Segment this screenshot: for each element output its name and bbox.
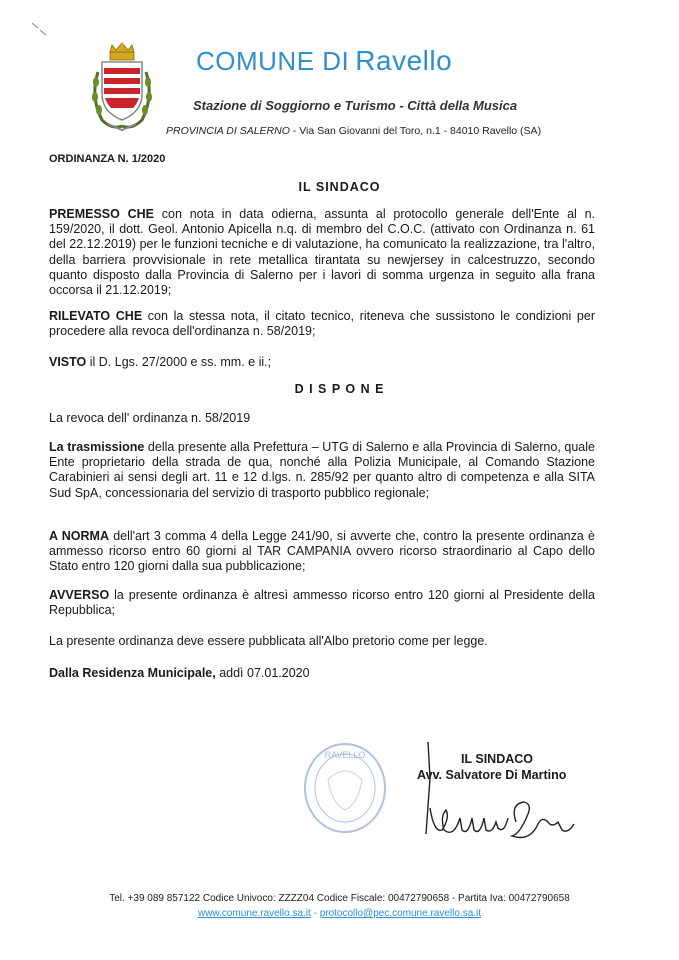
- header-subtitle: Stazione di Soggiorno e Turismo - Città della Musica: [193, 98, 518, 113]
- signature-name: Avv. Salvatore Di Martino: [417, 768, 567, 782]
- website-link[interactable]: www.comune.ravello.sa.it: [197, 908, 311, 919]
- revoca-paragraph: La revoca dell' ordinanza n. 58/2019: [49, 411, 251, 425]
- rilevato-lead: RILEVATO CHE: [49, 309, 143, 323]
- ordinance-number: ORDINANZA N. 1/2020: [49, 153, 166, 165]
- footer-contacts: Tel. +39 089 857122 Codice Univoco: ZZZZ04 Codice Fiscale: 00472790658 - Partita Iva: 00472790658: [109, 893, 570, 904]
- avverso-text: la presente ordinanza è altresì ammesso ricorso entro 120 giorni al Presidente della Repubblica;: [49, 588, 595, 618]
- visto-paragraph: [49, 355, 595, 370]
- handwritten-signature-icon: [420, 738, 580, 848]
- avverso-lead: AVVERSO: [49, 588, 110, 602]
- premesso-paragraph: [49, 207, 595, 298]
- rilevato-paragraph: [49, 309, 595, 339]
- residenza-lead: Dalla Residenza Municipale,: [49, 666, 216, 680]
- visto-text: il D. Lgs. 27/2000 e ss. mm. e ii.;: [86, 355, 272, 369]
- pubblicazione-paragraph: La presente ordinanza deve essere pubblicata all'Albo pretorio come per legge.: [49, 634, 488, 648]
- trasmissione-lead: La trasmissione: [49, 440, 145, 454]
- norma-lead: A NORMA: [49, 529, 109, 543]
- coat-of-arms-icon: [88, 42, 156, 134]
- trasmissione-paragraph: [49, 440, 595, 501]
- sindaco-heading: IL SINDACO: [298, 180, 381, 194]
- footer-separator: -: [310, 908, 320, 919]
- comune-label: COMUNE DI: [196, 46, 350, 76]
- comune-title: [196, 45, 452, 77]
- official-stamp-icon: [300, 740, 390, 836]
- norma-text: dell'art 3 comma 4 della Legge 241/90, si avverte che, contro la presente ordinanza è ammesso ricorso entro 60 giorni al TAR CAMPANIA ovvero ricorso straordinario al Capo dello Stato entro 120 giorni dalla sua pubblicazione;: [49, 529, 595, 574]
- header-address: [166, 125, 541, 137]
- pen-mark: [30, 20, 48, 38]
- province-label: PROVINCIA DI SALERNO: [166, 125, 290, 137]
- premesso-lead: PREMESSO CHE: [49, 207, 155, 221]
- avverso-paragraph: [49, 588, 595, 618]
- trasmissione-text: della presente alla Prefettura – UTG di Salerno e alla Provincia di Salerno, quale Ente proprietario della strada de qua, nonché alla Polizia Municipale, al Comando Stazione Carabinieri ai sensi degli art. 11 e 12 d.lgs. n. 285/92 per quanto altro di competenza e alla SITA Sud SpA, concessionaria del servizio di trasporto pubblico regionale;: [49, 440, 595, 500]
- footer-links: [0, 908, 679, 919]
- city-name: Ravello: [355, 45, 453, 76]
- street-address: - Via San Giovanni del Toro, n.1 - 84010 Ravello (SA): [289, 125, 542, 137]
- pec-link[interactable]: protocollo@pec.comune.ravello.sa.it: [319, 908, 482, 919]
- residenza-line: [49, 666, 595, 681]
- premesso-text: con nota in data odierna, assunta al protocollo generale dell'Ente al n. 159/2020, il dott. Geol. Antonio Apicella n.q. di membro del C.O.C. (attivato con Ordinanza n. 61 del 22.12.2019) per le funzioni tecniche e di valutazione, ha comunicato la realizzazione, tra l'altro, della barriera provvisionale in rete metallica tirantata su newjersey in calcestruzzo, secondo quanto disposto dalla Provincia di Salerno per i lavori di somma urgenza in seguito alla frana occorsa il 21.12.2019;: [49, 207, 595, 298]
- signature-title: IL SINDACO: [461, 752, 533, 766]
- stamp-text: RAVELLO: [324, 750, 366, 760]
- dispone-heading: D I S P O N E: [294, 382, 385, 396]
- norma-paragraph: [49, 529, 595, 575]
- visto-lead: VISTO: [49, 355, 87, 369]
- residenza-date: addì 07.01.2020: [215, 666, 310, 680]
- rilevato-text: con la stessa nota, il citato tecnico, riteneva che sussistono le condizioni per procedere alla revoca dell'ordinanza n. 58/2019;: [49, 309, 595, 339]
